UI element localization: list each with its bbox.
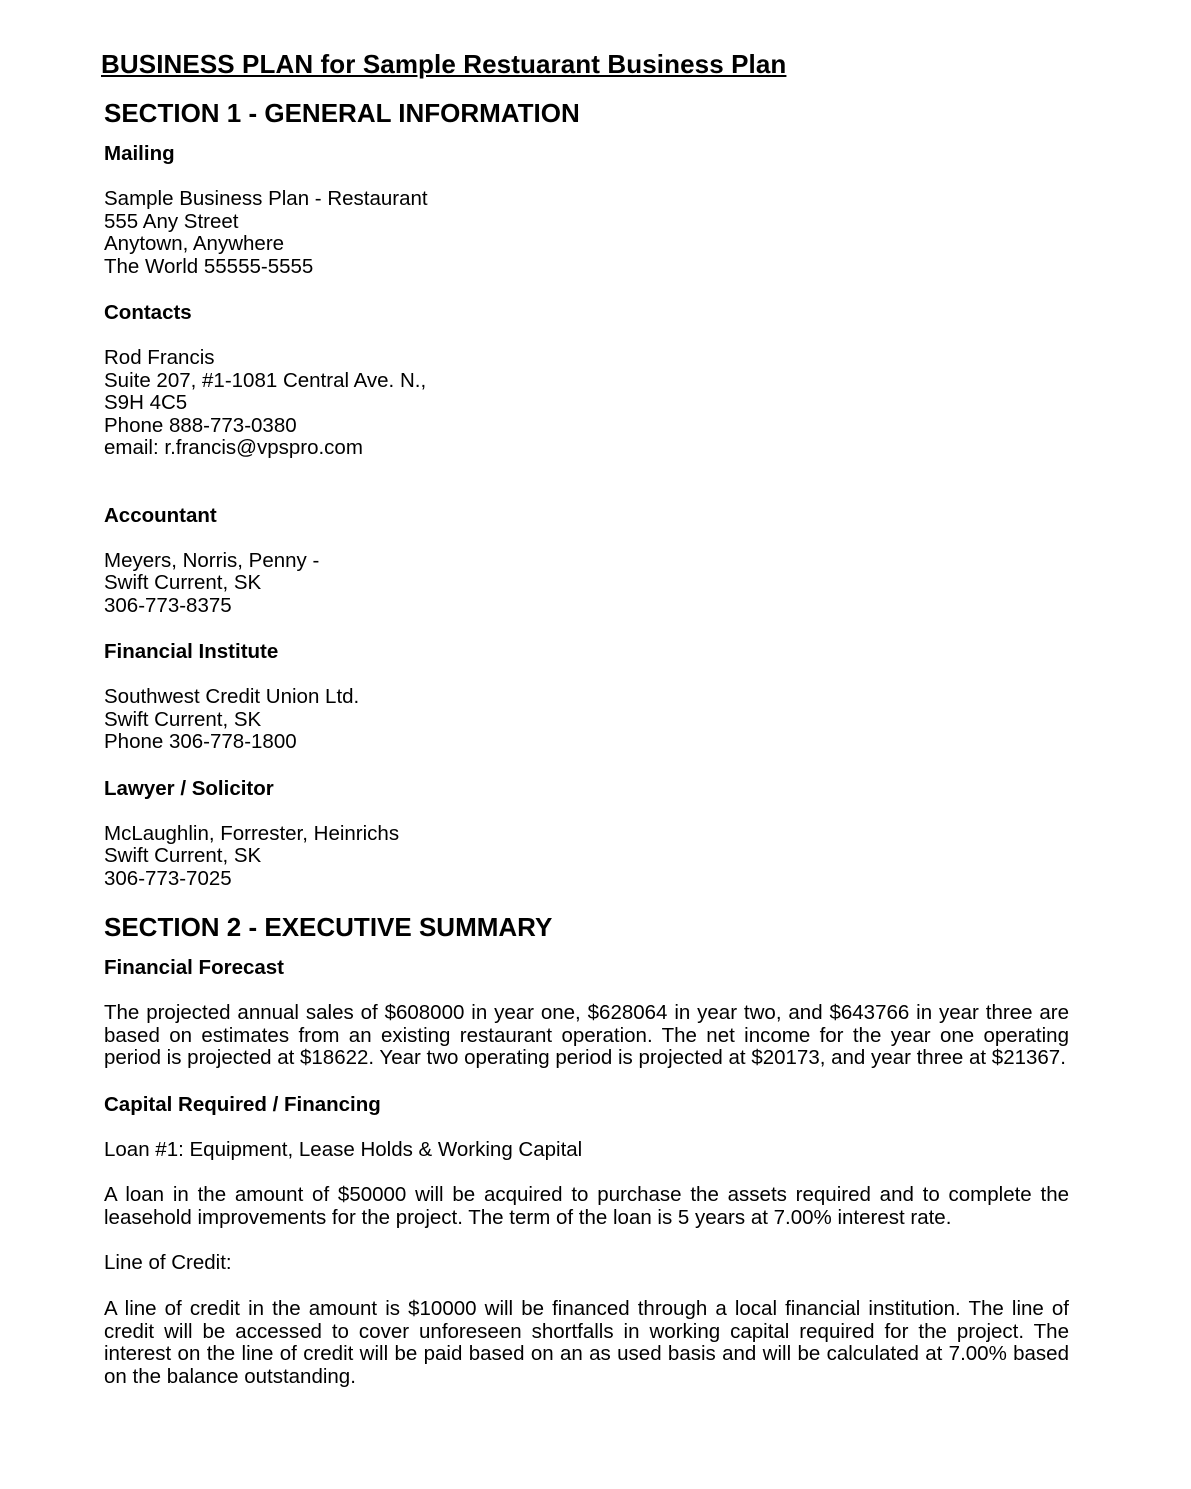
loan-paragraph: A loan in the amount of $50000 will be acquired to purchase the assets required and to complete the leasehold improvements for the project. The term of the loan is 5 years at 7.00% interest rate. [104, 1183, 1069, 1229]
mailing-line: Anytown, Anywhere [104, 232, 285, 255]
lawyer-line: Swift Current, SK [104, 844, 262, 867]
contacts-line: Suite 207, #1-1081 Central Ave. N., [104, 368, 427, 392]
financial-institute-line: Southwest Credit Union Ltd. [104, 685, 360, 708]
financial-institute-heading: Financial Institute [104, 640, 279, 663]
financial-forecast-heading: Financial Forecast [104, 956, 285, 979]
mailing-line: Sample Business Plan - Restaurant [104, 187, 428, 210]
accountant-block [104, 504, 1069, 618]
contacts-line: Rod Francis [104, 346, 215, 369]
contacts-line: Phone 888-773-0380 [104, 413, 297, 437]
loan-label: Loan #1: Equipment, Lease Holds & Working Capital [104, 1137, 583, 1161]
lawyer-heading: Lawyer / Solicitor [104, 776, 274, 800]
financial-institute-line: Phone 306-778-1800 [104, 730, 297, 753]
section-1-heading: SECTION 1 - GENERAL INFORMATION [104, 98, 580, 128]
financial-institute-block [104, 640, 1069, 754]
document-title: BUSINESS PLAN for Sample Restuarant Business Plan [101, 49, 787, 79]
section-2-heading: SECTION 2 - EXECUTIVE SUMMARY [104, 912, 553, 942]
accountant-line: Swift Current, SK [104, 571, 262, 594]
contacts-block [104, 301, 1069, 460]
accountant-line: 306-773-8375 [104, 593, 232, 617]
financial-forecast-paragraph: The projected annual sales of $608000 in year one, $628064 in year two, and $643766 in year three are based on estimates from an existing restaurant operation. The net income for the year one operating period is projected at $18622. Year two operating period is projected at $20173, and year three at $21367. [104, 1001, 1069, 1070]
lawyer-block [104, 777, 1069, 891]
credit-paragraph: A line of credit in the amount is $10000 will be financed through a local financial institution. The line of credit will be accessed to cover unforeseen shortfalls in working capital required for the project. The interest on the line of credit will be paid based on an as used basis and will be calculated at 7.00% based on the balance outstanding. [104, 1296, 1069, 1388]
financial-forecast-block [104, 956, 1069, 1070]
contacts-line: S9H 4C5 [104, 391, 188, 414]
credit-label: Line of Credit: [104, 1251, 232, 1275]
contacts-email: email: r.francis@vpspro.com [104, 436, 363, 459]
document-page [101, 46, 1069, 1388]
mailing-line: The World 55555-5555 [104, 254, 314, 278]
accountant-line: Meyers, Norris, Penny - [104, 548, 320, 572]
capital-block [104, 1093, 1069, 1389]
lawyer-line: 306-773-7025 [104, 866, 232, 890]
mailing-block [104, 142, 1069, 278]
capital-heading: Capital Required / Financing [104, 1092, 381, 1116]
financial-institute-line: Swift Current, SK [104, 707, 262, 731]
lawyer-line: McLaughlin, Forrester, Heinrichs [104, 821, 400, 845]
accountant-heading: Accountant [104, 503, 217, 527]
mailing-heading: Mailing [104, 142, 175, 165]
contacts-heading: Contacts [104, 301, 192, 324]
mailing-line: 555 Any Street [104, 209, 239, 233]
